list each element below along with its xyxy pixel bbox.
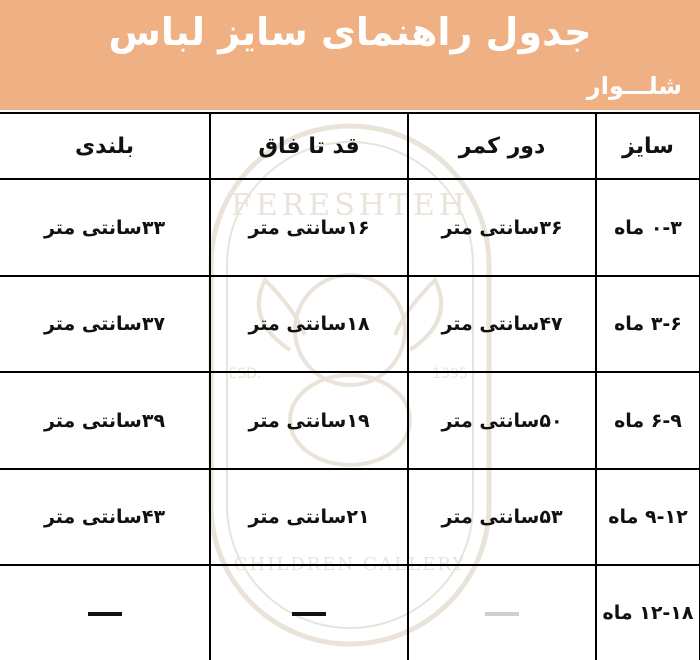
header-rise: قد تا فاق: [210, 113, 408, 179]
rise-cell: ۱۶سانتی متر: [210, 179, 408, 276]
empty-value-dash: [88, 612, 122, 616]
table-row: [0, 179, 700, 276]
table-row: [0, 276, 700, 373]
waist-cell: [408, 565, 596, 660]
watermark-tagline: CHILDREN GALLERY: [233, 554, 467, 575]
waist-cell: ۵۳سانتی متر: [408, 469, 596, 566]
size-chart: [0, 112, 700, 660]
header-size: سایز: [596, 113, 700, 179]
length-cell: ۳۷سانتی متر: [0, 276, 210, 373]
title-banner: [0, 0, 700, 110]
empty-value-dash: [292, 612, 326, 616]
table-row: [0, 469, 700, 566]
watermark-brand: FERESHTEH: [231, 188, 469, 223]
watermark-left-mark: ESD.: [228, 366, 262, 382]
size-cell: ۱۲-۱۸ ماه: [596, 565, 700, 660]
header-waist: دور کمر: [408, 113, 596, 179]
size-table: [0, 112, 700, 660]
length-cell: ۴۳سانتی متر: [0, 469, 210, 566]
header-length: بلندی: [0, 113, 210, 179]
category-label: شلـــوار: [586, 72, 682, 100]
watermark-year: 1395: [432, 366, 468, 382]
rise-cell: ۱۸سانتی متر: [210, 276, 408, 373]
table-row: [0, 565, 700, 660]
length-cell: ۳۳سانتی متر: [0, 179, 210, 276]
table-header-row: [0, 113, 700, 179]
size-cell: ۳-۶ ماه: [596, 276, 700, 373]
rise-cell: ۲۱سانتی متر: [210, 469, 408, 566]
length-cell: [0, 565, 210, 660]
size-cell: ۹-۱۲ ماه: [596, 469, 700, 566]
empty-value-dash: [485, 612, 519, 616]
waist-cell: ۳۶سانتی متر: [408, 179, 596, 276]
waist-cell: ۵۰سانتی متر: [408, 372, 596, 469]
rise-cell: [210, 565, 408, 660]
length-cell: ۳۹سانتی متر: [0, 372, 210, 469]
waist-cell: ۴۷سانتی متر: [408, 276, 596, 373]
page-title: جدول راهنمای سایز لباس: [108, 10, 592, 54]
table-row: [0, 372, 700, 469]
rise-cell: ۱۹سانتی متر: [210, 372, 408, 469]
size-cell: ۶-۹ ماه: [596, 372, 700, 469]
size-cell: ۰-۳ ماه: [596, 179, 700, 276]
